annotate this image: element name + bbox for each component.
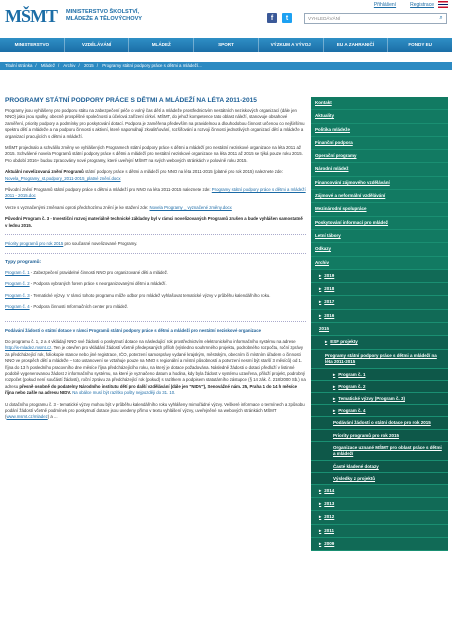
current-programs-paragraph bbox=[5, 169, 306, 182]
divider bbox=[5, 321, 306, 322]
year-label: 2019 bbox=[324, 272, 335, 278]
sidebar-item-odkazy[interactable]: Odkazy bbox=[311, 243, 448, 256]
twitter-icon[interactable]: t bbox=[282, 13, 292, 23]
sidebar-year-2014[interactable] bbox=[311, 485, 448, 498]
sidebar-program-2[interactable] bbox=[311, 381, 448, 393]
sidebar-esf[interactable] bbox=[311, 336, 448, 349]
sidebar-year-2013[interactable] bbox=[311, 498, 448, 511]
main-nav bbox=[0, 38, 452, 52]
sidebar-year-2012[interactable] bbox=[311, 511, 448, 524]
submit-text-3: Na obálce musí být razítko pošty nejpozději do 31. 10. bbox=[71, 390, 176, 396]
site-header bbox=[0, 0, 452, 36]
arrow-right-icon: ▸ bbox=[319, 299, 322, 305]
program-3-submit-paragraph bbox=[5, 402, 306, 421]
breadcrumb-2015[interactable]: 2015 bbox=[83, 63, 94, 68]
program-3-note: Původní Program č. 3 - Investiční rozvoj materiálně technické základny byl v rámci novelizovaných Programů zrušen a bude vyhlášen samostatně v lednu 2015. bbox=[5, 216, 303, 228]
program-label: Program č. 4 bbox=[338, 407, 366, 413]
sidebar-program-4[interactable] bbox=[311, 405, 448, 417]
english-flag-icon[interactable] bbox=[438, 1, 448, 8]
nav-ministerstvo[interactable]: MINISTERSTVO bbox=[0, 38, 65, 52]
msmt-mladez-link[interactable]: www.msmt.cz/mladez bbox=[6, 414, 48, 420]
year-label: 2011 bbox=[324, 527, 335, 533]
priorities-paragraph bbox=[5, 241, 306, 247]
arrow-right-icon: ▸ bbox=[333, 383, 336, 389]
logo-line-1: MINISTERSTVO ŠKOLSTVÍ, bbox=[66, 9, 140, 15]
sidebar-program-3[interactable] bbox=[311, 393, 448, 405]
program-3-desc: - Tematické výzvy. V rámci tohoto programu může odbor pro mládež vyhlašovat tematické výzvy v průběhu kalendářního roku. bbox=[29, 292, 271, 298]
sidebar-item-kontakt[interactable]: Kontakt bbox=[311, 97, 448, 110]
esf-label: ESF projekty bbox=[330, 339, 358, 345]
program-label: Program č. 1 bbox=[338, 371, 366, 377]
sidebar-year-2009[interactable] bbox=[311, 538, 448, 551]
program-type-item bbox=[5, 270, 306, 276]
breadcrumb: Titulní stránka / Mládež / Archiv / 2015 / Programy státní podpory práce s dětmi a mládeží... bbox=[0, 62, 452, 70]
sidebar-item-financni[interactable]: Finanční podpora bbox=[311, 137, 448, 150]
arrow-right-icon: ▸ bbox=[333, 371, 336, 377]
sidebar-item-archiv[interactable]: Archiv bbox=[311, 257, 448, 270]
arrow-right-icon: ▸ bbox=[319, 272, 322, 278]
submit-bold-text: přesně osobně do podatelny Národního institutu dětí pro další vzdělávání (dále jen "NIDV"), Senovážné nám. 25, Praha 1 do 14 h měsíce října nebo zašle na adresu NIDV. bbox=[5, 383, 298, 396]
breadcrumb-archiv[interactable]: Archiv bbox=[63, 63, 76, 68]
sidebar-item-financovani[interactable]: Financování zájmového vzdělávání bbox=[311, 177, 448, 190]
sidebar bbox=[311, 97, 448, 551]
nav-eu[interactable]: EU A ZAHRANIČÍ bbox=[324, 38, 389, 52]
sidebar-item-mezinarodni[interactable]: Mezinárodní spolupráce bbox=[311, 203, 448, 216]
breadcrumb-current: Programy státní podpory práce s dětmi a mládeží... bbox=[102, 63, 202, 68]
priorities-link[interactable]: Priority programů pro rok 2015 bbox=[5, 241, 64, 247]
register-link[interactable]: Registrace bbox=[410, 2, 434, 8]
year-label: 2016 bbox=[324, 312, 335, 318]
sidebar-item-aktuality[interactable]: Aktuality bbox=[311, 110, 448, 123]
year-label: 2017 bbox=[324, 299, 335, 305]
nav-fondy[interactable]: FONDY EU bbox=[408, 42, 432, 47]
marked-changes-text: Verze s vyznačenými změnami oproti předchozímu znění je ke stažení zde: bbox=[5, 204, 150, 210]
sidebar-submit-link[interactable]: Podávání žádostí o státní dotace pro rok 2015 bbox=[311, 417, 448, 430]
search-placeholder: VYHLEDÁVÁNÍ bbox=[308, 16, 341, 21]
breadcrumb-mladez[interactable]: Mládež bbox=[40, 63, 56, 68]
arrow-right-icon: ▸ bbox=[333, 407, 336, 413]
page-title: PROGRAMY STÁTNÍ PODPORY PRÁCE S DĚTMI A MLÁDEŽÍ NA LÉTA 2011-2015 bbox=[5, 97, 257, 104]
program-3-submit-text-2: ) a ... bbox=[47, 414, 58, 420]
year-label: 2018 bbox=[324, 286, 335, 292]
is-mladez-link[interactable]: http://is-mladez.msmt.cz bbox=[5, 345, 52, 351]
search-icon[interactable]: ⌕ bbox=[439, 15, 443, 21]
marked-changes-paragraph bbox=[5, 205, 306, 211]
divider bbox=[5, 234, 306, 235]
priorities-text: pro současné novelizované Programy. bbox=[63, 241, 138, 247]
sidebar-year-2017[interactable] bbox=[311, 296, 448, 309]
submit-paragraph bbox=[5, 339, 306, 397]
search-input[interactable] bbox=[304, 13, 447, 24]
arrow-right-icon: ▸ bbox=[319, 312, 322, 318]
submit-heading: Podávání žádostí o státní dotace v rámci Programů státní podpory práce s dětmi a mládeží pro nestátní neziskové organizace bbox=[5, 327, 261, 333]
arrow-right-icon: ▸ bbox=[319, 527, 322, 533]
submit-text-1: Do programu č. 1, 2 a 4 vkládají NNO své žádosti o poskytnutí dotace na následující rok prostřednictvím elektronického informačního systému na adrese bbox=[5, 338, 296, 344]
year-label: 2012 bbox=[324, 514, 335, 520]
top-links bbox=[374, 2, 434, 8]
program-type-item bbox=[5, 304, 306, 310]
logo-text bbox=[66, 9, 142, 23]
sidebar-active-programs[interactable]: Programy státní podpory práce s dětmi a mládeží na léta 2011-2015 bbox=[311, 350, 448, 369]
current-programs-text: státní podpory práce s dětmi a mládeží pro NNO na léta 2011-2015 (platné pro rok 2015) naleznete zde: bbox=[83, 169, 283, 175]
year-label: 2009 bbox=[324, 540, 335, 546]
program-3-submit-text: U dotačního programu č. 3 - tematické výzvy mohou být v průběhu kalendářního roku vyhlášeny mimořádné výzvy. Veškeré informace o termínech a způsobu podání žádostí včetně podmínek pro poskytnutí dotace jsou uvedeny přímo v textu vyhlášení výzvy, uveřejněné na webových stránkách MŠMT ( bbox=[5, 401, 305, 420]
changes-text: MŠMT projednalo a schválilo změny ve vyhlášených Programech státní podpory práce s dětmi a mládeží pro nestátní neziskové organizace na léta 2011 až 2015. Schválené novela Programů státní podpory práce s dětmi a mládeží pro nestátní neziskové organizace na léta 2011 až 2015 se týká pouze roku 2015. Pro období 2016+ budou zpracovány nové programy, které uveřejní MŠMT na svých webových stránkách v polovině roku 2015. bbox=[5, 145, 303, 163]
program-type-item bbox=[5, 281, 306, 287]
original-programs-link[interactable]: Programy státní podpory práce s dětmi a mládeží 2011 - 2015.doc bbox=[5, 187, 306, 199]
arrow-right-icon: ▸ bbox=[319, 514, 322, 520]
program-2-desc: - Podpora vybraných forem práce s neorganizovanými dětmi a mládeží. bbox=[29, 281, 167, 287]
sidebar-item-tabory[interactable]: Letní tábory bbox=[311, 230, 448, 243]
program-3-link[interactable]: Program č. 3 bbox=[5, 292, 30, 298]
ministry-logo[interactable] bbox=[5, 3, 142, 29]
sidebar-year-2019[interactable] bbox=[311, 270, 448, 283]
facebook-icon[interactable]: f bbox=[267, 13, 277, 23]
logo-mark: MŠMT bbox=[5, 5, 57, 26]
original-programs-paragraph bbox=[5, 187, 306, 200]
program-label: Program č. 2 bbox=[338, 383, 366, 389]
sidebar-year-2016[interactable] bbox=[311, 310, 448, 323]
main-content bbox=[5, 108, 306, 426]
program-4-desc: - Podpora činnosti Informačních center pro mládež. bbox=[29, 304, 129, 310]
sidebar-program-1[interactable] bbox=[311, 369, 448, 381]
arrow-right-icon: ▸ bbox=[325, 339, 328, 345]
sidebar-item-informace[interactable]: Poskytování informací pro mládež bbox=[311, 217, 448, 230]
logo-line-2: MLÁDEŽE A TĚLOVÝCHOVY bbox=[66, 16, 143, 22]
types-heading: Typy programů: bbox=[5, 259, 42, 265]
intro-paragraph: Programy jsou vyhlášeny pro podporu státu na zabezpečení péče o volný čas dětí a mládeže prostřednictvím nestátních neziskových organizací (dále jen NNO) jako jsou spolky, obecně prospěšné společnosti a účelová zařízení církví. MŠMT, do jehož kompetence tato oblast náleží, stanovuje obsahové zaměření, priority podpory a podmínky pro poskytování dotací. Podpora je zaměřena především na pravidelnou a dlouhodobou činnost určenou co nejširšímu spektru dětí a mládeže a na podporu činnosti s aktivní, které napomáhají zkvalitňování, rozšiřování a rozvoji činnosti jednotlivých organizací dětí a mládeže a organizací pracujících s dětmi a mládeží. bbox=[5, 108, 305, 139]
sidebar-priorities-link[interactable]: Priority programů pro rok 2015 bbox=[311, 430, 448, 442]
year-label: 2013 bbox=[324, 500, 335, 506]
sidebar-year-2018[interactable] bbox=[311, 283, 448, 296]
program-2-link[interactable]: Program č. 2 bbox=[5, 281, 30, 287]
submit-text-2: . Ten je otevřen pro vkládání žádostí včetně předepsaných příloh (výsledno souhrnného projektu, podrobného rozpočtu, roční zprávy za předcházející rok, foliokopie stanov nebo jiné registrace, IČO, potvrzení samosprávy vydané krajským, městským, obecním či místním úřadem o činnosti NNO ve prospěch dětí a mládeže – toto ustanovení se vztahuje pouze na NNO s regionální a místní působností a potvrzení nesmí být starší 3 měsíců) od 1. října do 13 h posledního pracovního dne měsíce října předcházejícího roku, na který je dotace požadována. Následně žádosti o dotaci předloží v listinné podobě vygenerovanou žádost z informačního systému, na které je vyznačeno datum a hodina, kdy byla žádost v systému uzavřena, přiloží projekt, podrobný rozpočet (pokud není součástí žádosti), roční zprávu za předcházející rok (pokud) s razítkem a podpisem statutárního zástupce (§ 14 zák. č. 218/2000 Sb.) na adresu bbox=[5, 345, 306, 389]
program-type-item bbox=[5, 293, 306, 299]
arrow-right-icon: ▸ bbox=[319, 286, 322, 292]
sidebar-year-2015[interactable]: 2015 bbox=[311, 323, 448, 336]
sidebar-faq-link[interactable]: Časté kladené dotazy bbox=[311, 461, 448, 473]
sidebar-results-link[interactable]: Výsledky z projektů bbox=[311, 473, 448, 485]
program-1-desc: - Zabezpečení pravidelné činnosti NNO pro organizované děti a mládež. bbox=[29, 269, 169, 275]
current-programs-link[interactable]: Novela_Programy_st.podpory_2011-2015_platné znění.docx bbox=[5, 175, 121, 181]
breadcrumb-home[interactable]: Titulní stránka bbox=[5, 63, 33, 68]
login-link[interactable]: Přihlášení bbox=[373, 2, 397, 8]
current-programs-label: Aktuální novelizovaná znění Programů bbox=[5, 169, 84, 175]
arrow-right-icon: ▸ bbox=[319, 487, 322, 493]
nav-sport[interactable]: SPORT bbox=[194, 38, 259, 52]
sidebar-item-narodni[interactable]: Národní mládež bbox=[311, 163, 448, 176]
program-4-link[interactable]: Program č. 4 bbox=[5, 304, 30, 310]
nav-vyzkum[interactable]: VÝZKUM A VÝVOJ bbox=[259, 38, 324, 52]
sidebar-organizations-link[interactable]: Organizace uznané MŠMT pro oblast práce s dětmi a mládeží bbox=[311, 442, 448, 461]
sidebar-item-politika[interactable]: Politika mládeže bbox=[311, 124, 448, 137]
sidebar-item-zajmove[interactable]: Zájmové a neformální vzdělávání bbox=[311, 190, 448, 203]
sidebar-year-2011[interactable] bbox=[311, 525, 448, 538]
arrow-right-icon: ▸ bbox=[319, 540, 322, 546]
marked-changes-link[interactable]: Novela Programy _ vyznačené změny.docx bbox=[149, 204, 232, 210]
program-label: Tematické výzvy (Program č. 3) bbox=[338, 395, 405, 401]
program-1-link[interactable]: Program č. 1 bbox=[5, 269, 30, 275]
sidebar-item-operacni[interactable]: Operační programy bbox=[311, 150, 448, 163]
nav-vzdelavani[interactable]: VZDĚLÁVÁNÍ bbox=[65, 38, 130, 52]
changes-paragraph bbox=[5, 145, 306, 164]
arrow-right-icon: ▸ bbox=[333, 395, 336, 401]
arrow-right-icon: ▸ bbox=[319, 500, 322, 506]
divider bbox=[5, 253, 306, 254]
original-programs-text: Původní znění Programů státní podpory práce s dětmi a mládeží pro NNO na léta 2011-2015 naleznete zde: bbox=[5, 187, 212, 193]
nav-mladez[interactable]: MLÁDEŽ bbox=[129, 38, 194, 52]
year-label: 2014 bbox=[324, 487, 335, 493]
